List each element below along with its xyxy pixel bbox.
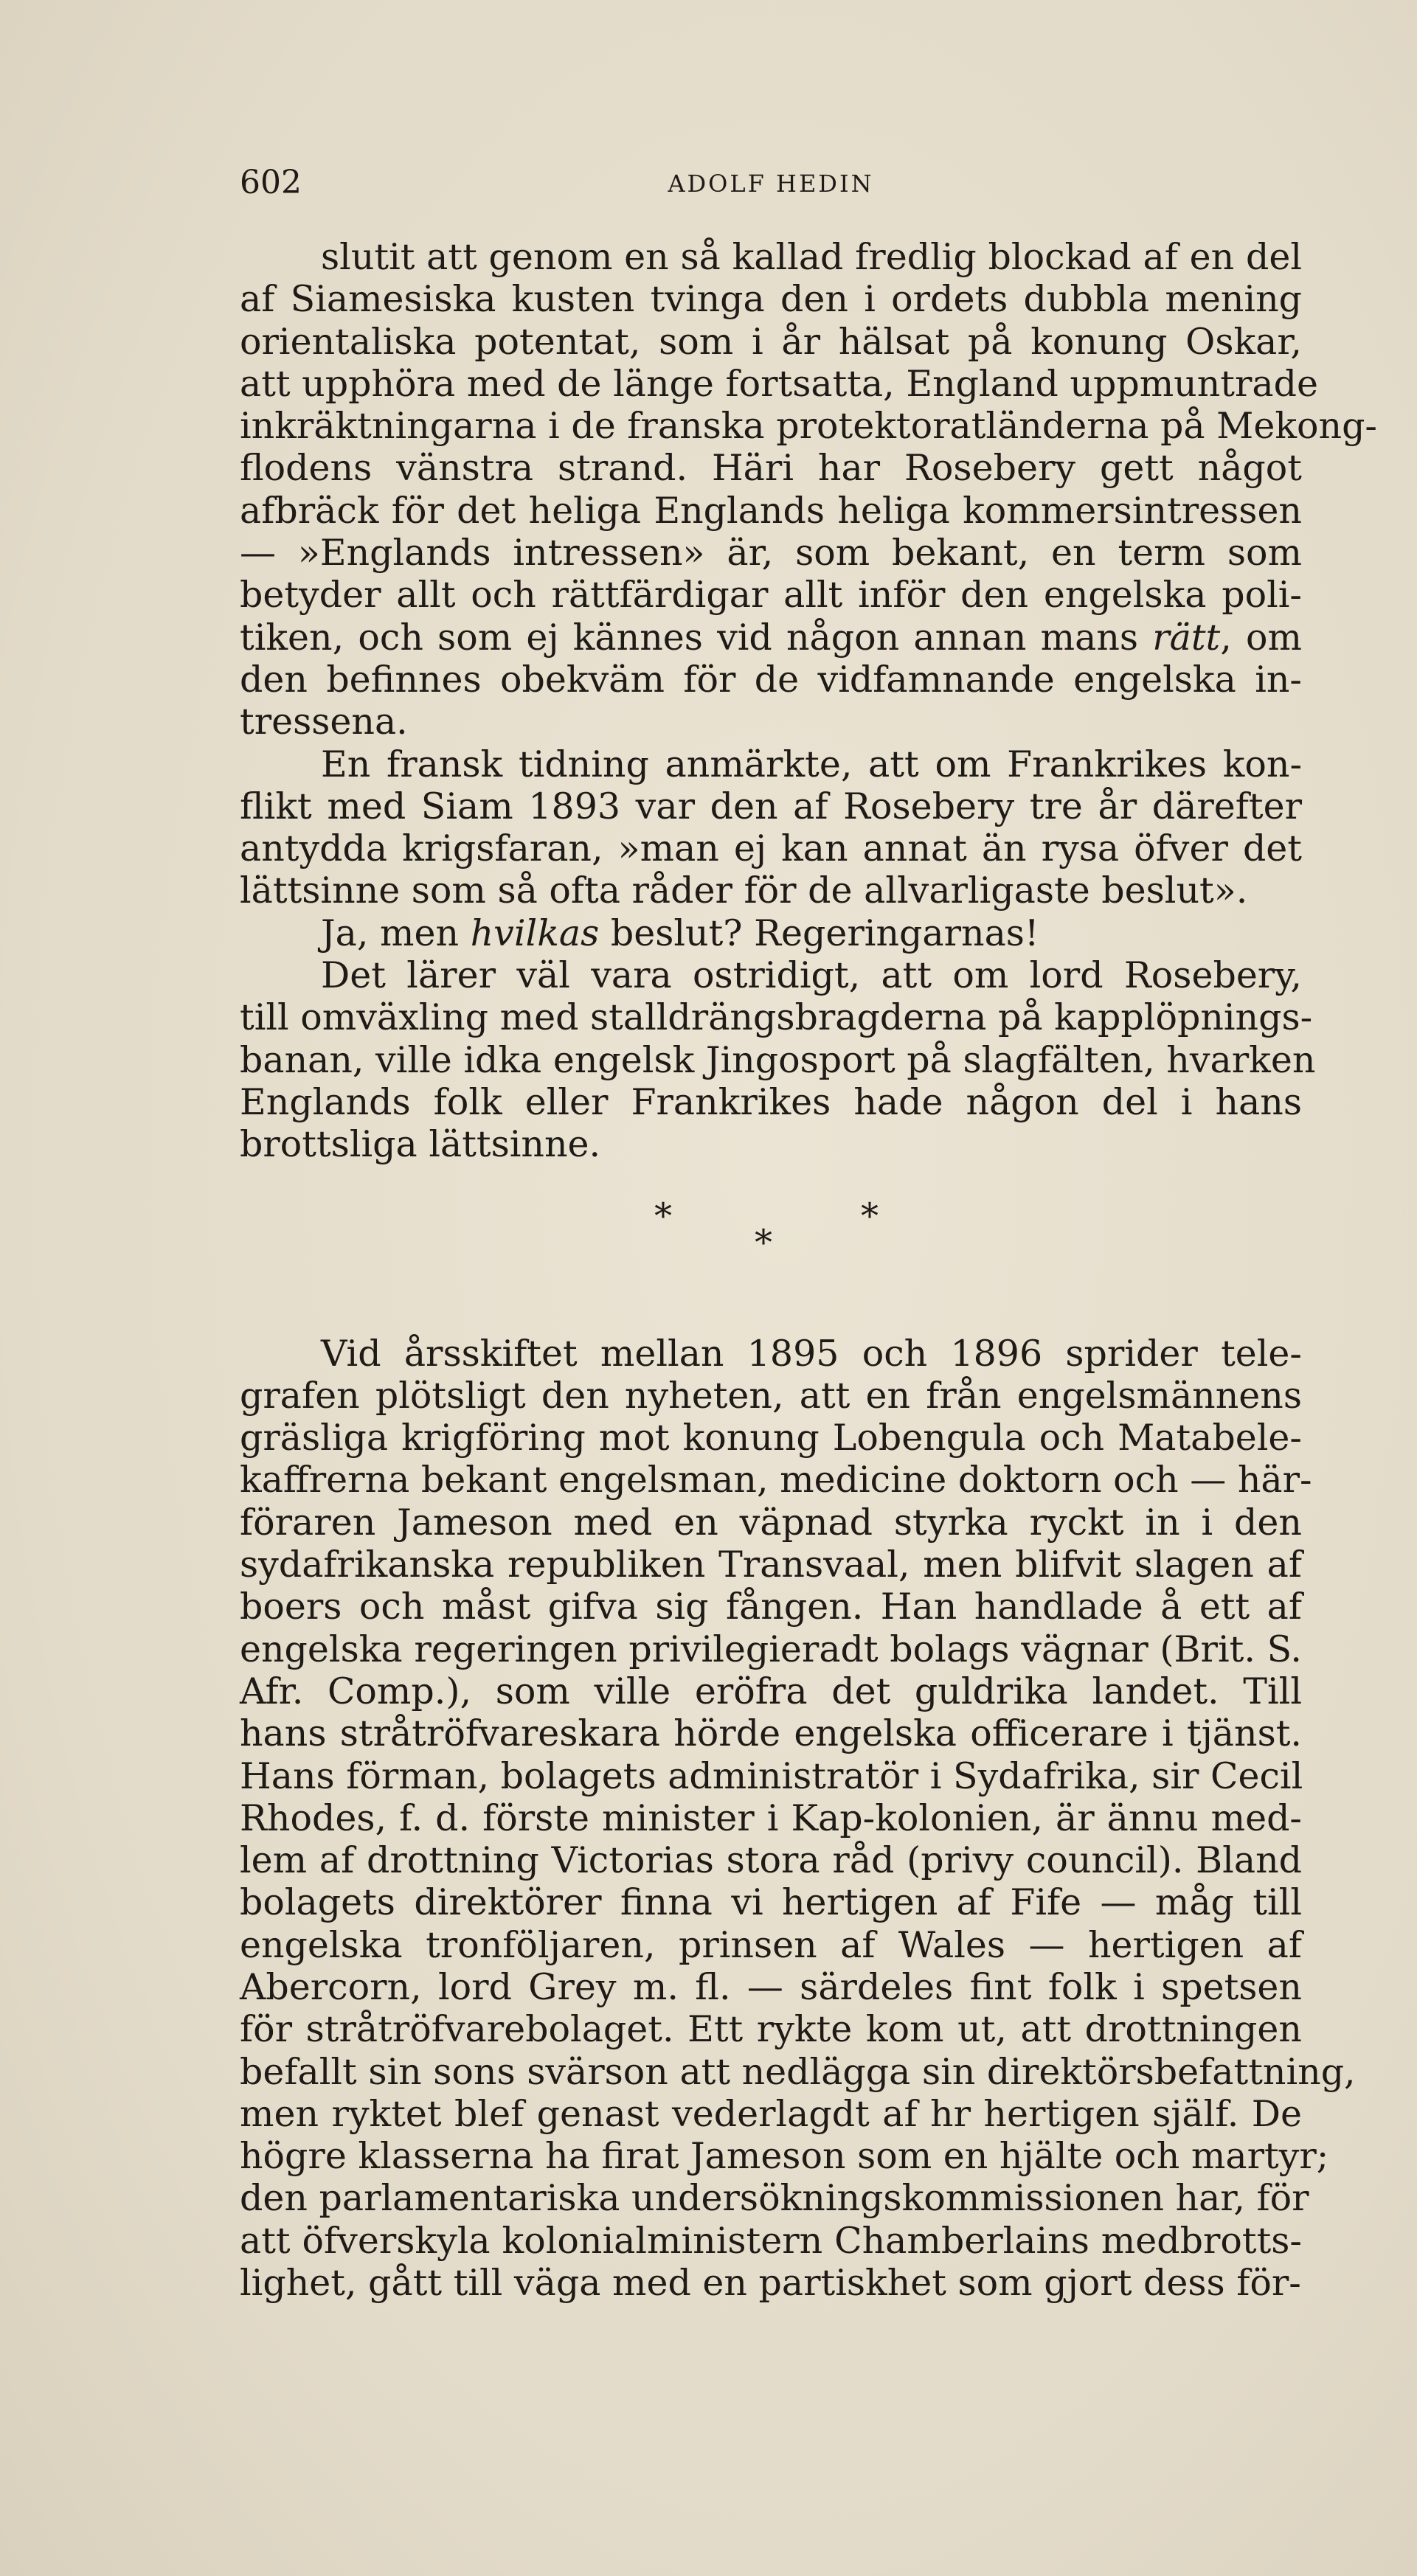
text-line: brottsliga lättsinne. <box>240 1123 601 1166</box>
text-line: orientaliska potentat, som i år hälsat på konung Oskar, <box>240 320 1302 363</box>
text-line: betyder allt och rättfärdigar allt inför den engelska poli- <box>240 574 1302 617</box>
text-line: flodens vänstra strand. Häri har Rosebery gett något <box>240 447 1302 490</box>
text-line: Abercorn, lord Grey m. fl. — särdeles fint folk i spetsen <box>240 1965 1302 2008</box>
text-line: att upphöra med de länge fortsatta, England uppmuntrade <box>240 362 1318 405</box>
text-run: tiken, och som ej kännes vid någon annan mans <box>240 616 1153 659</box>
text-line: Afr. Comp.), som ville eröfra det guldrika landet. Till <box>240 1670 1302 1712</box>
text-run: , om <box>1220 616 1302 659</box>
text-line: den parlamentariska undersökningskommissionen har, för <box>240 2177 1309 2220</box>
text-line: sydafrikanska republiken Transvaal, men blifvit slagen af <box>240 1544 1302 1586</box>
text-line: slutit att genom en så kallad fredlig blockad af en del <box>321 236 1302 278</box>
italic-word: rätt <box>1152 616 1221 659</box>
text-line: engelska tronföljaren, prinsen af Wales — hertigen af <box>240 1923 1302 1966</box>
body-text <box>240 236 1377 2305</box>
asterisk: * <box>755 1221 772 1263</box>
text-line: lem af drottning Victorias stora råd (privy council). Bland <box>240 1839 1302 1882</box>
text-line: men ryktet blef genast vederlagdt af hr hertigen själf. De <box>240 2092 1302 2135</box>
text-line: banan, ville idka engelsk Jingosport på slagfälten, hvarken <box>240 1038 1316 1081</box>
text-line: till omväxling med stalldrängsbragderna på kapplöpnings- <box>240 996 1313 1039</box>
text-line <box>240 617 1302 659</box>
asterisk: * <box>861 1195 879 1237</box>
text-line: att öfverskyla kolonialministern Chamberlains medbrotts- <box>240 2219 1302 2262</box>
paragraph <box>240 743 1302 912</box>
text-line: lighet, gått till väga med en partiskhet som gjort dess för- <box>240 2262 1301 2305</box>
section-separator <box>240 1166 1302 1333</box>
text-line: hans stråtröfvareskara hörde engelska officerare i tjänst. <box>240 1712 1302 1755</box>
text-line: för stråtröfvarebolaget. Ett rykte kom ut, att drottningen <box>240 2008 1302 2051</box>
running-head <box>240 164 1302 208</box>
text-line: tressena. <box>240 701 408 743</box>
text-line: grafen plötsligt den nyheten, att en från engelsmännens <box>240 1374 1302 1417</box>
text-line: antydda krigsfaran, »man ej kan annat än rysa öfver det <box>240 827 1302 870</box>
text-line: En fransk tidning anmärkte, att om Frankrikes kon- <box>321 743 1302 785</box>
text-line: inkräktningarna i de franska protektoratländerna på Mekong- <box>240 405 1377 448</box>
text-line: engelska regeringen privilegieradt bolags vägnar (Brit. S. <box>240 1628 1302 1670</box>
text-line: den befinnes obekväm för de vidfamnande engelska in- <box>240 658 1302 701</box>
paragraph <box>240 1332 1356 2305</box>
text-line: bolagets direktörer finna vi hertigen af Fife — måg till <box>240 1881 1302 1924</box>
text-line: högre klasserna ha firat Jameson som en hjälte och martyr; <box>240 2135 1329 2178</box>
text-line: — »Englands intressen» är, som bekant, en term som <box>240 532 1302 574</box>
text-line: kaffrerna bekant engelsman, medicine doktorn och — här- <box>240 1459 1312 1501</box>
text-line: lättsinne som så ofta råder för de allvarligaste beslut». <box>240 869 1248 912</box>
page-number: 602 <box>240 164 302 201</box>
text-line: boers och måst gifva sig fången. Han handlade å ett af <box>240 1586 1302 1628</box>
text-line: af Siamesiska kusten tvinga den i ordets dubbla mening <box>240 278 1302 321</box>
text-line: Hans förman, bolagets administratör i Sydafrika, sir Cecil <box>240 1754 1303 1797</box>
text-line: Rhodes, f. d. förste minister i Kap-kolonien, är ännu med- <box>240 1796 1302 1839</box>
text-line: Det lärer väl vara ostridigt, att om lord Rosebery, <box>321 954 1302 997</box>
asterisk: * <box>654 1195 672 1237</box>
text-line: flikt med Siam 1893 var den af Rosebery tre år därefter <box>240 785 1302 827</box>
text-line: gräsliga krigföring mot konung Lobengula och Matabele- <box>240 1417 1302 1459</box>
text-run: Ja, men <box>321 912 471 954</box>
text-line: föraren Jameson med en väpnad styrka ryckt in i den <box>240 1501 1302 1544</box>
text-line: afbräck för det heliga Englands heliga kommersintressen <box>240 489 1302 532</box>
paragraph <box>240 912 1302 954</box>
text-line: befallt sin sons svärson att nedlägga sin direktörsbefattning, <box>240 2050 1356 2093</box>
running-title: ADOLF HEDIN <box>668 170 874 198</box>
text-line: Englands folk eller Frankrikes hade någon del i hans <box>240 1080 1302 1123</box>
italic-word: hvilkas <box>470 912 600 954</box>
text-line: Vid årsskiftet mellan 1895 och 1896 sprider tele- <box>321 1332 1302 1375</box>
paragraph <box>240 954 1316 1166</box>
text-run: beslut? Regeringarnas! <box>599 912 1039 954</box>
paragraph <box>240 236 1377 743</box>
